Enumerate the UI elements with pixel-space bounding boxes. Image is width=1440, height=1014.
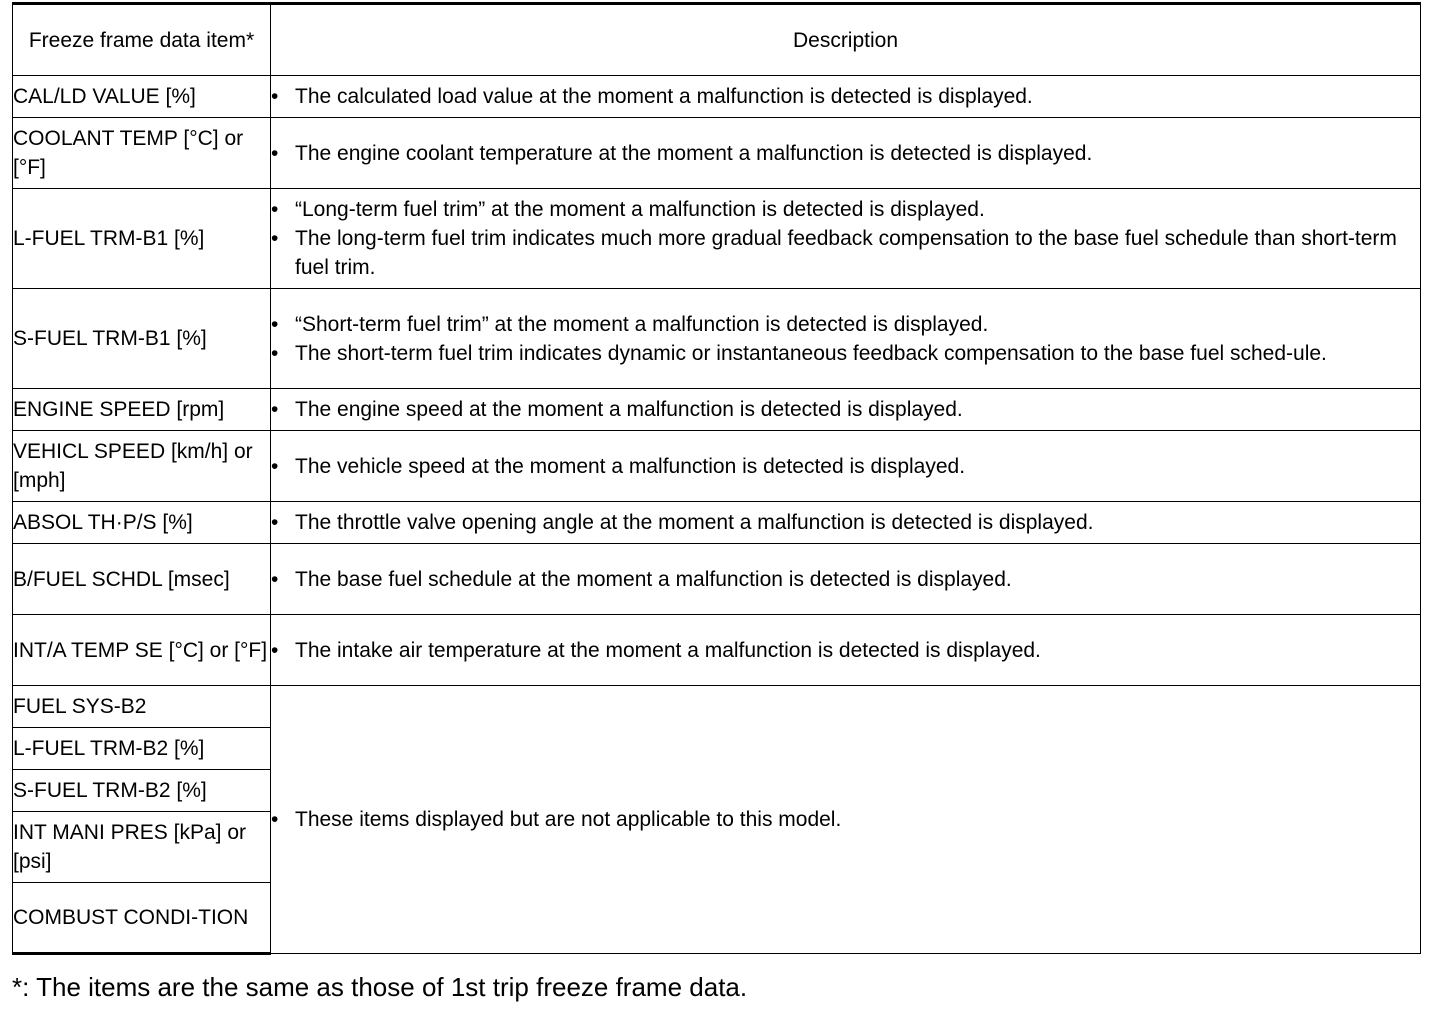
description-cell [271, 431, 1421, 502]
footnote: *: The items are the same as those of 1st trip freeze frame data. [12, 972, 748, 1002]
description-cell [271, 189, 1421, 289]
item-cell: INT/A TEMP SE [°C] or [°F] [13, 615, 271, 686]
description-bullet: • The long-term fuel trim indicates much more gradual feedback compensation to the base fuel schedule than short-term fuel trim. [271, 224, 1420, 282]
item-cell: L-FUEL TRM-B1 [%] [13, 189, 271, 289]
table-row [13, 76, 1421, 118]
item-cell: COMBUST CONDI-TION [13, 883, 271, 954]
description-bullet: • The calculated load value at the moment a malfunction is detected is displayed. [271, 82, 1420, 111]
table-row [13, 502, 1421, 544]
item-cell: L-FUEL TRM-B2 [%] [13, 728, 271, 770]
description-bullet: • The throttle valve opening angle at the moment a malfunction is detected is displayed. [271, 508, 1420, 537]
table-row [13, 289, 1421, 389]
description-bullet: • “Long-term fuel trim” at the moment a malfunction is detected is displayed. [271, 195, 1420, 224]
description-cell [271, 76, 1421, 118]
table-row [13, 189, 1421, 289]
description-cell-merged [271, 686, 1421, 954]
item-cell: S-FUEL TRM-B1 [%] [13, 289, 271, 389]
table-row [13, 686, 1421, 728]
item-cell: VEHICL SPEED [km/h] or [mph] [13, 431, 271, 502]
description-cell [271, 502, 1421, 544]
item-cell: CAL/LD VALUE [%] [13, 76, 271, 118]
description-bullet: • The vehicle speed at the moment a malfunction is detected is displayed. [271, 452, 1420, 481]
description-cell [271, 615, 1421, 686]
item-cell: ENGINE SPEED [rpm] [13, 389, 271, 431]
table-row [13, 431, 1421, 502]
description-cell [271, 544, 1421, 615]
description-bullet: • The engine speed at the moment a malfunction is detected is displayed. [271, 395, 1420, 424]
table-row [13, 615, 1421, 686]
item-cell: ABSOL TH·P/S [%] [13, 502, 271, 544]
table-row [13, 544, 1421, 615]
item-cell: INT MANI PRES [kPa] or [psi] [13, 812, 271, 883]
item-cell: FUEL SYS-B2 [13, 686, 271, 728]
description-bullet: • “Short-term fuel trim” at the moment a malfunction is detected is displayed. [271, 310, 1420, 339]
item-cell: B/FUEL SCHDL [msec] [13, 544, 271, 615]
description-bullet: • The intake air temperature at the moment a malfunction is detected is displayed. [271, 636, 1420, 665]
description-bullet: • These items displayed but are not applicable to this model. [271, 805, 1420, 834]
column-header-item: Freeze frame data item* [13, 4, 271, 76]
description-bullet: • The base fuel schedule at the moment a malfunction is detected is displayed. [271, 565, 1420, 594]
item-cell: COOLANT TEMP [°C] or [°F] [13, 118, 271, 189]
table-row [13, 118, 1421, 189]
freeze-frame-data-table [12, 2, 1421, 955]
description-bullet: • The short-term fuel trim indicates dynamic or instantaneous feedback compensation to the base fuel sched-ule. [271, 339, 1420, 368]
table-header-row [13, 4, 1421, 76]
table-row [13, 389, 1421, 431]
column-header-description: Description [271, 4, 1421, 76]
description-bullet: • The engine coolant temperature at the moment a malfunction is detected is displayed. [271, 139, 1420, 168]
item-cell: S-FUEL TRM-B2 [%] [13, 770, 271, 812]
description-cell [271, 118, 1421, 189]
description-cell [271, 389, 1421, 431]
description-cell [271, 289, 1421, 389]
